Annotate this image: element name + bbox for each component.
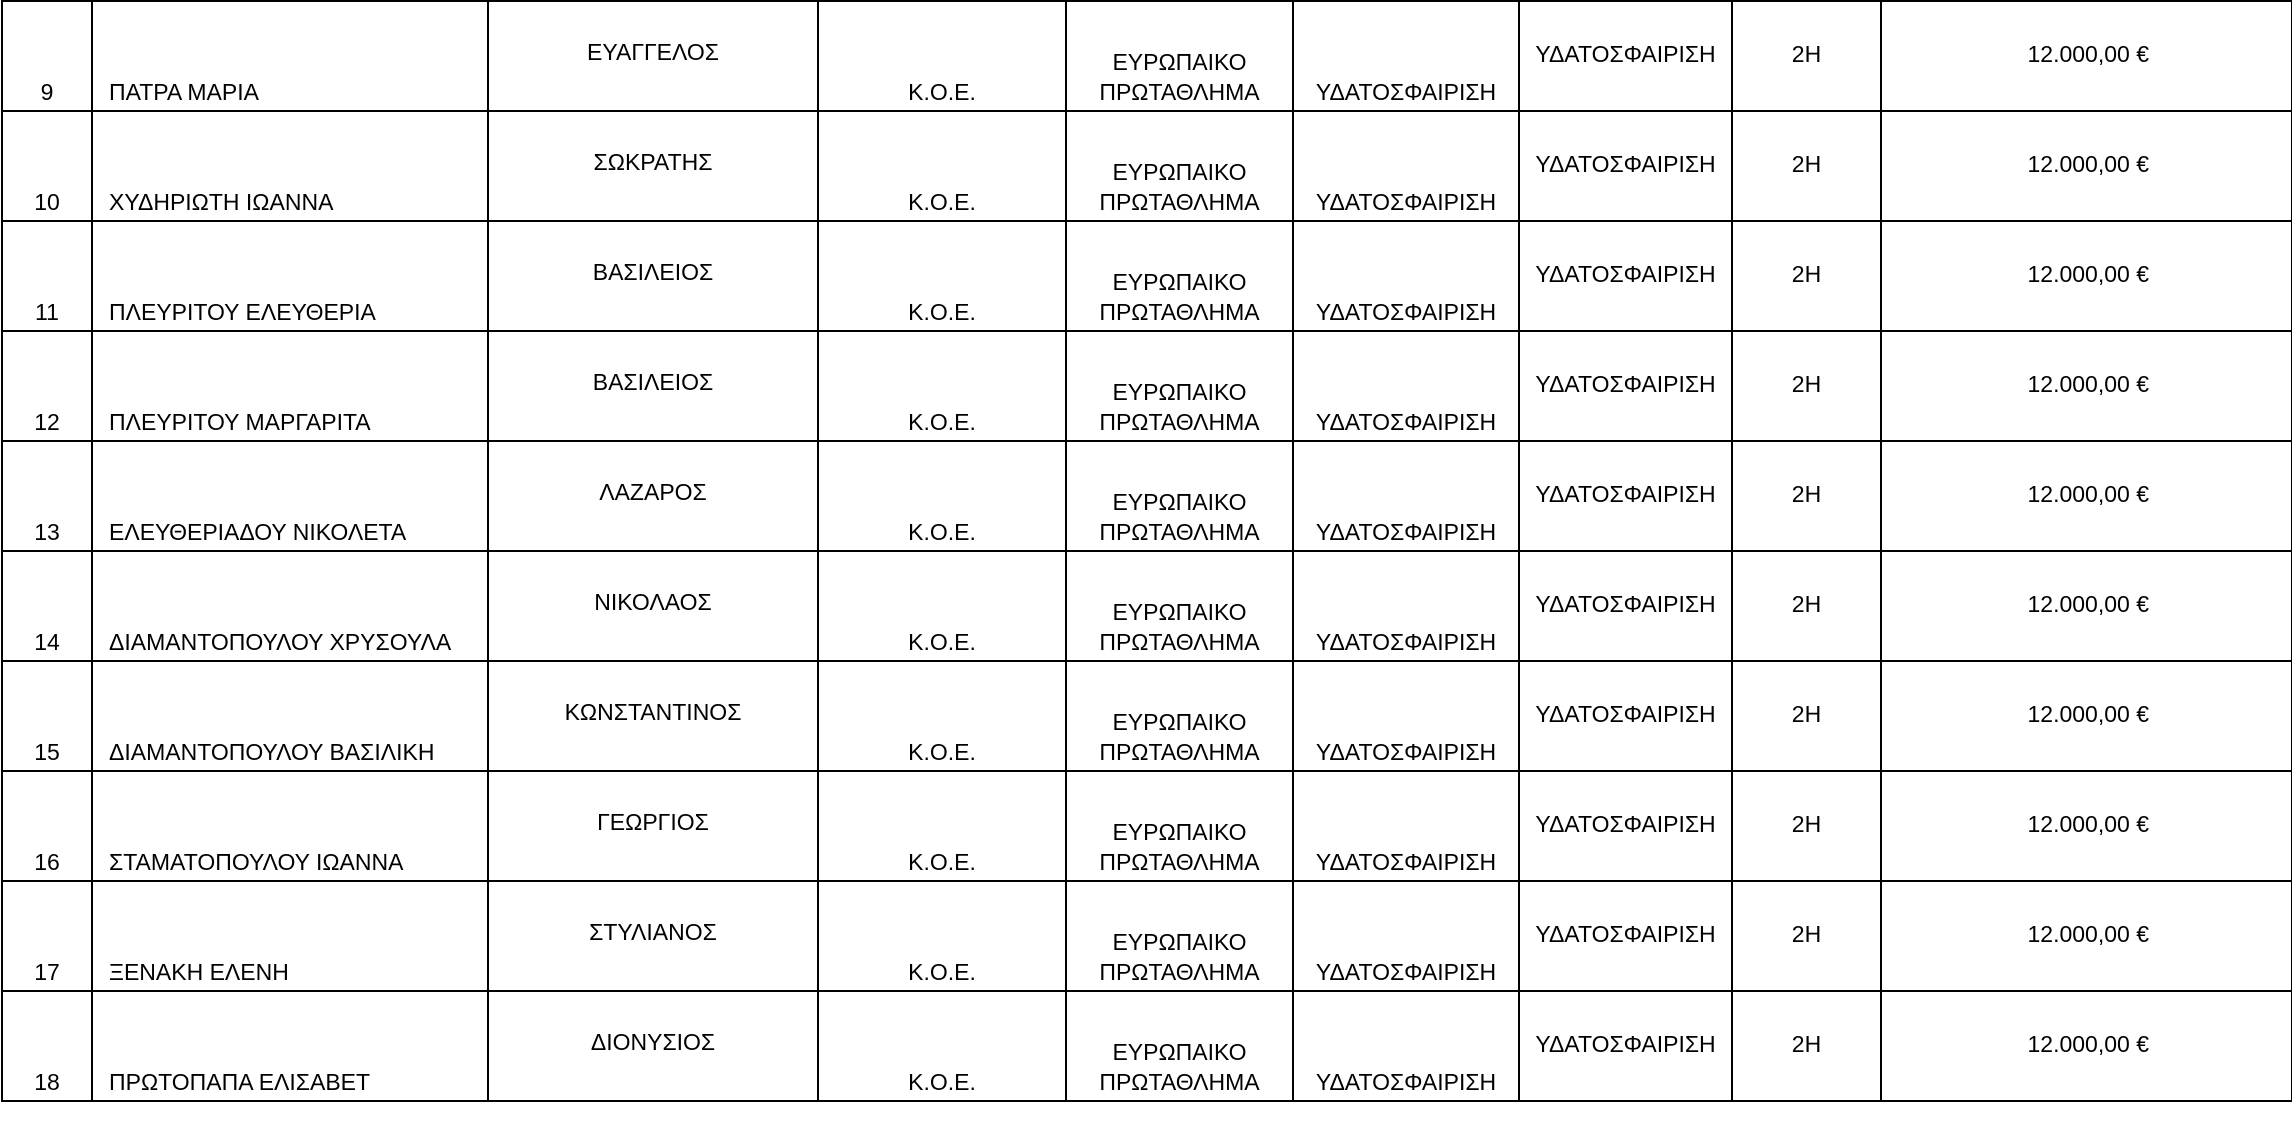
category-cell bbox=[1519, 441, 1732, 551]
category: ΥΔΑΤΟΣΦΑΙΡΙΣΗ bbox=[1535, 921, 1716, 947]
event bbox=[1067, 488, 1292, 548]
father-name: ΝΙΚΟΛΑΟΣ bbox=[594, 589, 712, 615]
sport-cell bbox=[1293, 771, 1519, 881]
athlete-name-cell bbox=[92, 991, 488, 1101]
place-cell bbox=[1732, 661, 1881, 771]
event-line-2: ΠΡΩΤΑΘΛΗΜΑ bbox=[1099, 739, 1260, 766]
event-cell bbox=[1066, 1, 1293, 111]
event bbox=[1067, 818, 1292, 878]
place: 2Η bbox=[1791, 701, 1822, 727]
place-cell bbox=[1732, 111, 1881, 221]
athlete-name: ΣΤΑΜΑΤΟΠΟΥΛΟΥ ΙΩΑΝΝΑ bbox=[109, 849, 404, 876]
athlete-name: ΠΛΕΥΡΙΤΟΥ ΜΑΡΓΑΡΙΤΑ bbox=[109, 409, 371, 436]
event-cell bbox=[1066, 881, 1293, 991]
sport-cell bbox=[1293, 221, 1519, 331]
row-number-cell bbox=[2, 881, 92, 991]
place: 2Η bbox=[1791, 811, 1822, 837]
sport: ΥΔΑΤΟΣΦΑΙΡΙΣΗ bbox=[1315, 79, 1497, 106]
father-name-cell bbox=[488, 1, 818, 111]
category: ΥΔΑΤΟΣΦΑΙΡΙΣΗ bbox=[1535, 811, 1716, 837]
federation-cell bbox=[818, 551, 1066, 661]
athlete-name-cell bbox=[92, 551, 488, 661]
amount: 12.000,00 € bbox=[2027, 481, 2149, 507]
row-number-cell bbox=[2, 771, 92, 881]
category-cell bbox=[1519, 111, 1732, 221]
amount-cell bbox=[1881, 771, 2292, 881]
event-cell bbox=[1066, 661, 1293, 771]
row-number-cell bbox=[2, 221, 92, 331]
place: 2Η bbox=[1791, 921, 1822, 947]
event-line-1: ΕΥΡΩΠΑΙΚΟ bbox=[1112, 929, 1247, 956]
sport: ΥΔΑΤΟΣΦΑΙΡΙΣΗ bbox=[1315, 959, 1497, 986]
event-line-2: ΠΡΩΤΑΘΛΗΜΑ bbox=[1099, 959, 1260, 986]
federation-cell bbox=[818, 111, 1066, 221]
event-cell bbox=[1066, 991, 1293, 1101]
place-cell bbox=[1732, 1, 1881, 111]
athlete-name: ΧΥΔΗΡΙΩΤΗ ΙΩΑΝΝΑ bbox=[109, 189, 334, 216]
federation-cell bbox=[818, 661, 1066, 771]
category: ΥΔΑΤΟΣΦΑΙΡΙΣΗ bbox=[1535, 1031, 1716, 1057]
row-number: 16 bbox=[34, 849, 60, 876]
athlete-name-cell bbox=[92, 111, 488, 221]
event-line-1: ΕΥΡΩΠΑΙΚΟ bbox=[1112, 489, 1247, 516]
federation-cell bbox=[818, 881, 1066, 991]
federation-cell bbox=[818, 331, 1066, 441]
event-line-2: ΠΡΩΤΑΘΛΗΜΑ bbox=[1099, 629, 1260, 656]
amount: 12.000,00 € bbox=[2027, 701, 2149, 727]
athlete-name-cell bbox=[92, 1, 488, 111]
athlete-name-cell bbox=[92, 661, 488, 771]
amount: 12.000,00 € bbox=[2027, 371, 2149, 397]
table-row bbox=[2, 331, 2292, 441]
amount: 12.000,00 € bbox=[2027, 1031, 2149, 1057]
event-line-2: ΠΡΩΤΑΘΛΗΜΑ bbox=[1099, 299, 1260, 326]
sport: ΥΔΑΤΟΣΦΑΙΡΙΣΗ bbox=[1315, 849, 1497, 876]
event-line-1: ΕΥΡΩΠΑΙΚΟ bbox=[1112, 379, 1247, 406]
event bbox=[1067, 158, 1292, 218]
place-cell bbox=[1732, 221, 1881, 331]
category: ΥΔΑΤΟΣΦΑΙΡΙΣΗ bbox=[1535, 151, 1716, 177]
table-row bbox=[2, 551, 2292, 661]
event-cell bbox=[1066, 111, 1293, 221]
father-name-cell bbox=[488, 771, 818, 881]
event-cell bbox=[1066, 441, 1293, 551]
table-row bbox=[2, 441, 2292, 551]
event-line-1: ΕΥΡΩΠΑΙΚΟ bbox=[1112, 819, 1247, 846]
category: ΥΔΑΤΟΣΦΑΙΡΙΣΗ bbox=[1535, 371, 1716, 397]
athlete-name-cell bbox=[92, 221, 488, 331]
place-cell bbox=[1732, 331, 1881, 441]
amount-cell bbox=[1881, 551, 2292, 661]
category-cell bbox=[1519, 221, 1732, 331]
table-body bbox=[2, 1, 2292, 1101]
father-name-cell bbox=[488, 881, 818, 991]
event-cell bbox=[1066, 551, 1293, 661]
place: 2Η bbox=[1791, 151, 1822, 177]
row-number: 10 bbox=[34, 189, 60, 216]
federation-cell bbox=[818, 221, 1066, 331]
event bbox=[1067, 928, 1292, 988]
federation: Κ.Ο.Ε. bbox=[908, 739, 976, 766]
father-name-cell bbox=[488, 991, 818, 1101]
sport: ΥΔΑΤΟΣΦΑΙΡΙΣΗ bbox=[1315, 409, 1497, 436]
father-name-cell bbox=[488, 111, 818, 221]
father-name: ΣΩΚΡΑΤΗΣ bbox=[593, 149, 713, 175]
event-cell bbox=[1066, 331, 1293, 441]
athlete-name: ΔΙΑΜΑΝΤΟΠΟΥΛΟΥ ΒΑΣΙΛΙΚΗ bbox=[109, 739, 435, 766]
father-name: ΣΤΥΛΙΑΝΟΣ bbox=[589, 919, 717, 945]
amount-cell bbox=[1881, 661, 2292, 771]
athlete-name-cell bbox=[92, 771, 488, 881]
category: ΥΔΑΤΟΣΦΑΙΡΙΣΗ bbox=[1535, 591, 1716, 617]
event-line-2: ΠΡΩΤΑΘΛΗΜΑ bbox=[1099, 189, 1260, 216]
father-name: ΕΥΑΓΓΕΛΟΣ bbox=[587, 39, 719, 65]
place-cell bbox=[1732, 771, 1881, 881]
father-name: ΛΑΖΑΡΟΣ bbox=[599, 479, 707, 505]
event-line-2: ΠΡΩΤΑΘΛΗΜΑ bbox=[1099, 849, 1260, 876]
category-cell bbox=[1519, 331, 1732, 441]
event-line-1: ΕΥΡΩΠΑΙΚΟ bbox=[1112, 159, 1247, 186]
amount-cell bbox=[1881, 991, 2292, 1101]
row-number: 14 bbox=[34, 629, 60, 656]
place: 2Η bbox=[1791, 1031, 1822, 1057]
table-row bbox=[2, 771, 2292, 881]
father-name: ΒΑΣΙΛΕΙΟΣ bbox=[592, 369, 714, 395]
father-name-cell bbox=[488, 661, 818, 771]
place: 2Η bbox=[1791, 371, 1822, 397]
sport-cell bbox=[1293, 111, 1519, 221]
row-number-cell bbox=[2, 661, 92, 771]
federation: Κ.Ο.Ε. bbox=[908, 519, 976, 546]
category-cell bbox=[1519, 991, 1732, 1101]
table-row bbox=[2, 661, 2292, 771]
sport: ΥΔΑΤΟΣΦΑΙΡΙΣΗ bbox=[1315, 519, 1497, 546]
father-name: ΓΕΩΡΓΙΟΣ bbox=[597, 809, 709, 835]
amount: 12.000,00 € bbox=[2027, 261, 2149, 287]
category-cell bbox=[1519, 771, 1732, 881]
sport-cell bbox=[1293, 441, 1519, 551]
row-number-cell bbox=[2, 111, 92, 221]
sport: ΥΔΑΤΟΣΦΑΙΡΙΣΗ bbox=[1315, 1069, 1497, 1096]
place-cell bbox=[1732, 551, 1881, 661]
sport-cell bbox=[1293, 991, 1519, 1101]
sport-cell bbox=[1293, 331, 1519, 441]
event-cell bbox=[1066, 221, 1293, 331]
amount: 12.000,00 € bbox=[2027, 151, 2149, 177]
federation: Κ.Ο.Ε. bbox=[908, 959, 976, 986]
row-number-cell bbox=[2, 1, 92, 111]
category-cell bbox=[1519, 661, 1732, 771]
event bbox=[1067, 708, 1292, 768]
athlete-name: ΠΑΤΡΑ ΜΑΡΙΑ bbox=[109, 79, 259, 106]
amount-cell bbox=[1881, 441, 2292, 551]
row-number: 15 bbox=[34, 739, 60, 766]
row-number: 17 bbox=[34, 959, 60, 986]
event-line-2: ΠΡΩΤΑΘΛΗΜΑ bbox=[1099, 409, 1260, 436]
event bbox=[1067, 378, 1292, 438]
father-name-cell bbox=[488, 551, 818, 661]
place-cell bbox=[1732, 441, 1881, 551]
athlete-name-cell bbox=[92, 881, 488, 991]
sport: ΥΔΑΤΟΣΦΑΙΡΙΣΗ bbox=[1315, 189, 1497, 216]
federation: Κ.Ο.Ε. bbox=[908, 79, 976, 106]
sport: ΥΔΑΤΟΣΦΑΙΡΙΣΗ bbox=[1315, 739, 1497, 766]
event bbox=[1067, 598, 1292, 658]
event bbox=[1067, 268, 1292, 328]
father-name: ΒΑΣΙΛΕΙΟΣ bbox=[592, 259, 714, 285]
category: ΥΔΑΤΟΣΦΑΙΡΙΣΗ bbox=[1535, 261, 1716, 287]
event-line-1: ΕΥΡΩΠΑΙΚΟ bbox=[1112, 49, 1247, 76]
place-cell bbox=[1732, 881, 1881, 991]
sport-cell bbox=[1293, 1, 1519, 111]
event-line-2: ΠΡΩΤΑΘΛΗΜΑ bbox=[1099, 1069, 1260, 1096]
sport: ΥΔΑΤΟΣΦΑΙΡΙΣΗ bbox=[1315, 629, 1497, 656]
category: ΥΔΑΤΟΣΦΑΙΡΙΣΗ bbox=[1535, 701, 1716, 727]
place-cell bbox=[1732, 991, 1881, 1101]
federation-cell bbox=[818, 441, 1066, 551]
amount-cell bbox=[1881, 331, 2292, 441]
federation: Κ.Ο.Ε. bbox=[908, 189, 976, 216]
amount-cell bbox=[1881, 111, 2292, 221]
amount: 12.000,00 € bbox=[2027, 591, 2149, 617]
row-number-cell bbox=[2, 991, 92, 1101]
row-number: 11 bbox=[35, 299, 59, 326]
category-cell bbox=[1519, 551, 1732, 661]
row-number: 12 bbox=[34, 409, 60, 436]
father-name-cell bbox=[488, 221, 818, 331]
event-line-1: ΕΥΡΩΠΑΙΚΟ bbox=[1112, 709, 1247, 736]
federation: Κ.Ο.Ε. bbox=[908, 629, 976, 656]
amount-cell bbox=[1881, 221, 2292, 331]
row-number: 18 bbox=[34, 1069, 60, 1096]
table-row bbox=[2, 991, 2292, 1101]
athlete-name: ΞΕΝΑΚΗ ΕΛΕΝΗ bbox=[109, 959, 289, 986]
place: 2Η bbox=[1791, 591, 1822, 617]
athlete-name-cell bbox=[92, 441, 488, 551]
federation: Κ.Ο.Ε. bbox=[908, 409, 976, 436]
table-row bbox=[2, 111, 2292, 221]
event-line-1: ΕΥΡΩΠΑΙΚΟ bbox=[1112, 269, 1247, 296]
event-line-2: ΠΡΩΤΑΘΛΗΜΑ bbox=[1099, 519, 1260, 546]
category-cell bbox=[1519, 1, 1732, 111]
row-number-cell bbox=[2, 441, 92, 551]
federation-cell bbox=[818, 1, 1066, 111]
amount: 12.000,00 € bbox=[2027, 921, 2149, 947]
amount: 12.000,00 € bbox=[2027, 811, 2149, 837]
federation-cell bbox=[818, 771, 1066, 881]
amount-cell bbox=[1881, 1, 2292, 111]
event-line-1: ΕΥΡΩΠΑΙΚΟ bbox=[1112, 599, 1247, 626]
event-line-1: ΕΥΡΩΠΑΙΚΟ bbox=[1112, 1039, 1247, 1066]
category: ΥΔΑΤΟΣΦΑΙΡΙΣΗ bbox=[1535, 41, 1716, 67]
event bbox=[1067, 1038, 1292, 1098]
table-row bbox=[2, 1, 2292, 111]
father-name: ΚΩΝΣΤΑΝΤΙΝΟΣ bbox=[564, 699, 742, 725]
sport: ΥΔΑΤΟΣΦΑΙΡΙΣΗ bbox=[1315, 299, 1497, 326]
athlete-name: ΔΙΑΜΑΝΤΟΠΟΥΛΟΥ ΧΡΥΣΟΥΛΑ bbox=[109, 629, 452, 656]
athlete-name-cell bbox=[92, 331, 488, 441]
father-name: ΔΙΟΝΥΣΙΟΣ bbox=[590, 1029, 716, 1055]
event-line-2: ΠΡΩΤΑΘΛΗΜΑ bbox=[1099, 79, 1260, 106]
row-number-cell bbox=[2, 551, 92, 661]
row-number: 9 bbox=[40, 79, 54, 106]
father-name-cell bbox=[488, 441, 818, 551]
athletes-table bbox=[1, 0, 2292, 1102]
athlete-name: ΠΡΩΤΟΠΑΠΑ ΕΛΙΣΑΒΕΤ bbox=[109, 1069, 371, 1096]
event bbox=[1067, 48, 1292, 108]
federation-cell bbox=[818, 991, 1066, 1101]
place: 2Η bbox=[1791, 261, 1822, 287]
row-number-cell bbox=[2, 331, 92, 441]
federation: Κ.Ο.Ε. bbox=[908, 849, 976, 876]
row-number: 13 bbox=[34, 519, 60, 546]
sport-cell bbox=[1293, 661, 1519, 771]
federation: Κ.Ο.Ε. bbox=[908, 299, 976, 326]
athlete-name: ΕΛΕΥΘΕΡΙΑΔΟΥ ΝΙΚΟΛΕΤΑ bbox=[109, 519, 407, 546]
table-row bbox=[2, 221, 2292, 331]
place: 2Η bbox=[1791, 481, 1822, 507]
sport-cell bbox=[1293, 551, 1519, 661]
amount-cell bbox=[1881, 881, 2292, 991]
category-cell bbox=[1519, 881, 1732, 991]
athlete-name: ΠΛΕΥΡΙΤΟΥ ΕΛΕΥΘΕΡΙΑ bbox=[109, 299, 376, 326]
amount: 12.000,00 € bbox=[2027, 41, 2149, 67]
sport-cell bbox=[1293, 881, 1519, 991]
place: 2Η bbox=[1791, 41, 1822, 67]
event-cell bbox=[1066, 771, 1293, 881]
federation: Κ.Ο.Ε. bbox=[908, 1069, 976, 1096]
table-row bbox=[2, 881, 2292, 991]
father-name-cell bbox=[488, 331, 818, 441]
category: ΥΔΑΤΟΣΦΑΙΡΙΣΗ bbox=[1535, 481, 1716, 507]
